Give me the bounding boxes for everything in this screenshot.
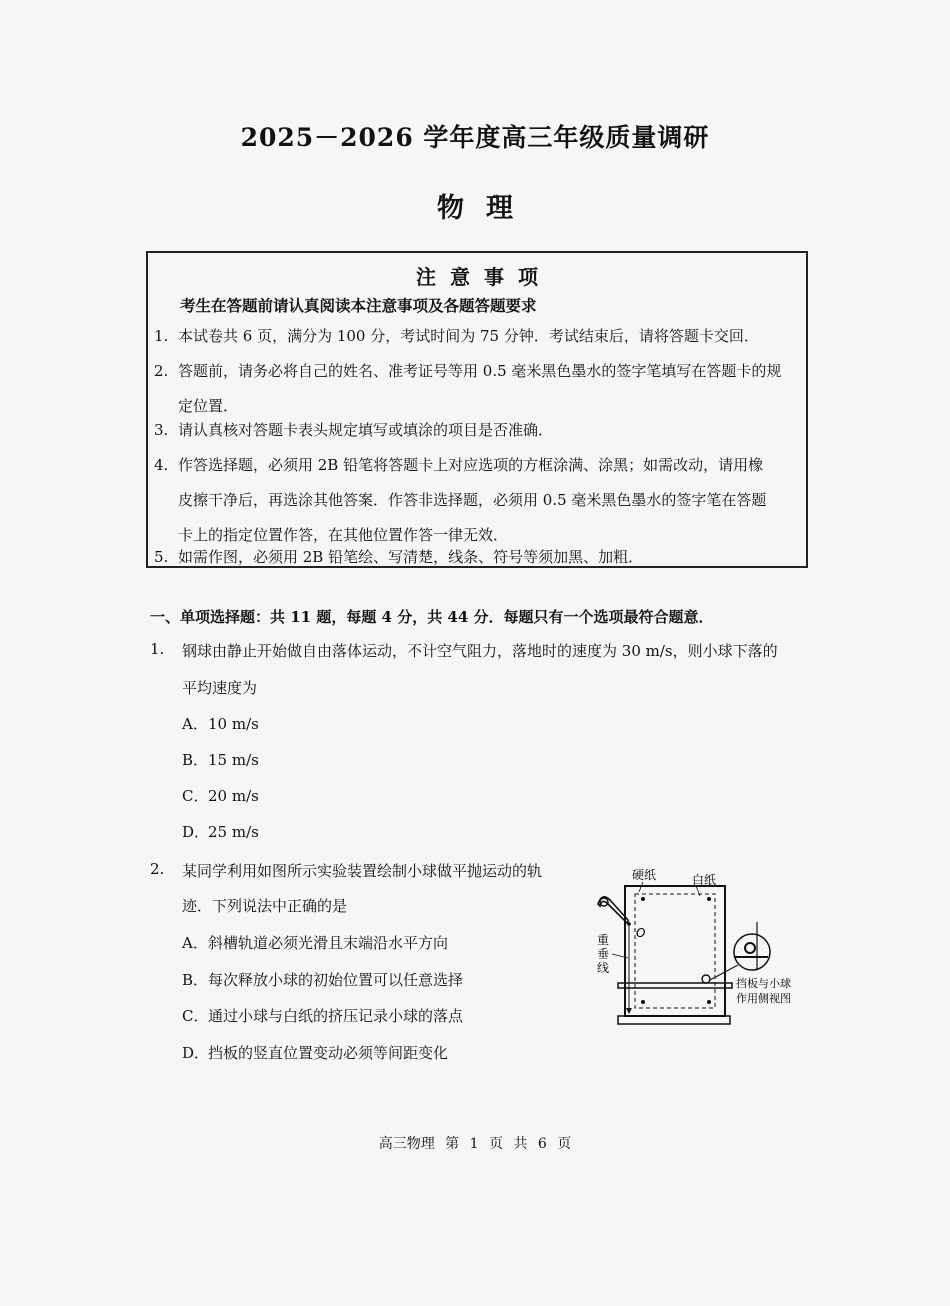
- notice-item: [154, 540, 804, 575]
- notice-item-number: 4.: [154, 456, 169, 474]
- option-d: D．25 m/s: [182, 823, 259, 841]
- pin-icon: [641, 1000, 645, 1004]
- notice-item-text: 请认真核对答题卡表头规定填写或填涂的项目是否准确．: [178, 421, 554, 439]
- label-hard-paper: 硬纸: [632, 868, 657, 882]
- apparatus-figure: [588, 862, 820, 1030]
- apparatus-base: [618, 1016, 730, 1024]
- option-a: A．斜槽轨道必须光滑且末端沿水平方向: [182, 934, 449, 952]
- notice-item-continuation: 皮擦干净后，再选涂其他答案．作答非选择题，必须用 0.5 毫米黑色墨水的签字笔在答题: [178, 491, 767, 509]
- white-paper: [635, 894, 715, 1008]
- question-text: 钢球由静止开始做自由落体运动，不计空气阻力，落地时的速度为 30 m/s，则小球下落的: [182, 642, 778, 660]
- notice-item-text: 本试卷共 6 页，满分为 100 分，考试时间为 75 分钟．考试结束后，请将答题卡交回．: [178, 327, 759, 345]
- notice-item-continuation: 卡上的指定位置作答，在其他位置作答一律无效．: [178, 526, 509, 544]
- notice-item-text: 作答选择题，必须用 2B 铅笔将答题卡上对应选项的方框涂满、涂黑；如需改动，请用橡: [178, 456, 764, 474]
- question-text-cont: 平均速度为: [182, 679, 258, 697]
- chute-track: [598, 897, 628, 924]
- apparatus-diagram: [588, 862, 820, 1030]
- notice-box: [146, 251, 808, 568]
- ball-icon: [745, 943, 755, 953]
- option-b: B．15 m/s: [182, 751, 259, 769]
- notice-item-continuation: 定位置．: [178, 397, 239, 415]
- question-number: 1.: [150, 640, 165, 658]
- option-d: D．挡板的竖直位置变动必须等间距变化: [182, 1044, 449, 1062]
- notice-item: [154, 319, 804, 354]
- notice-title: 注意事项: [416, 265, 552, 289]
- pin-icon: [707, 897, 711, 901]
- notice-item: [154, 448, 804, 553]
- section-heading: 一、单项选择题：共 11 题，每题 4 分，共 44 分．每题只有一个选项最符合题意．: [150, 608, 714, 626]
- question-number: 2.: [150, 860, 165, 878]
- option-c: C．20 m/s: [182, 787, 259, 805]
- label-plumb: 线: [597, 961, 610, 975]
- label-side-view: 作用侧视图: [736, 992, 791, 1005]
- label-plumb: 垂: [597, 947, 610, 961]
- option-a: A．10 m/s: [182, 715, 259, 733]
- notice-item-number: 5.: [154, 548, 169, 566]
- label-side-view: 挡板与小球: [736, 977, 791, 990]
- notice-item-number: 3.: [154, 421, 169, 439]
- ball-icon: [702, 975, 710, 983]
- subject-title: 物理: [437, 193, 535, 224]
- hard-paper-board: [625, 886, 725, 1016]
- pin-icon: [707, 1000, 711, 1004]
- notice-item-text: 如需作图，必须用 2B 铅笔绘、写清楚，线条、符号等须加黑、加粗．: [178, 548, 644, 566]
- option-b: B．每次释放小球的初始位置可以任意选择: [182, 971, 464, 989]
- label-plumb: 重: [597, 933, 610, 947]
- page-footer: 高三物理 第 1 页 共 6 页: [378, 1136, 572, 1152]
- notice-item-number: 1.: [154, 327, 169, 345]
- exam-title: 2025－2026 学年度高三年级质量调研: [240, 123, 710, 152]
- question-text-cont: 迹．下列说法中正确的是: [182, 897, 348, 915]
- notice-item-number: 2.: [154, 362, 169, 380]
- question-text: 某同学利用如图所示实验装置绘制小球做平抛运动的轨: [182, 862, 543, 880]
- plumb-bob: [626, 1008, 632, 1014]
- option-c: C．通过小球与白纸的挤压记录小球的落点: [182, 1007, 464, 1025]
- notice-item: [154, 413, 804, 448]
- label-white-paper: 白纸: [692, 873, 717, 887]
- notice-subtitle: 考生在答题前请认真阅读本注意事项及各题答题要求: [180, 296, 537, 315]
- pin-icon: [641, 897, 645, 901]
- label-origin: O: [636, 926, 646, 940]
- notice-item-text: 答题前，请务必将自己的姓名、准考证号等用 0.5 毫米黑色墨水的签字笔填写在答题卡的规: [178, 362, 782, 380]
